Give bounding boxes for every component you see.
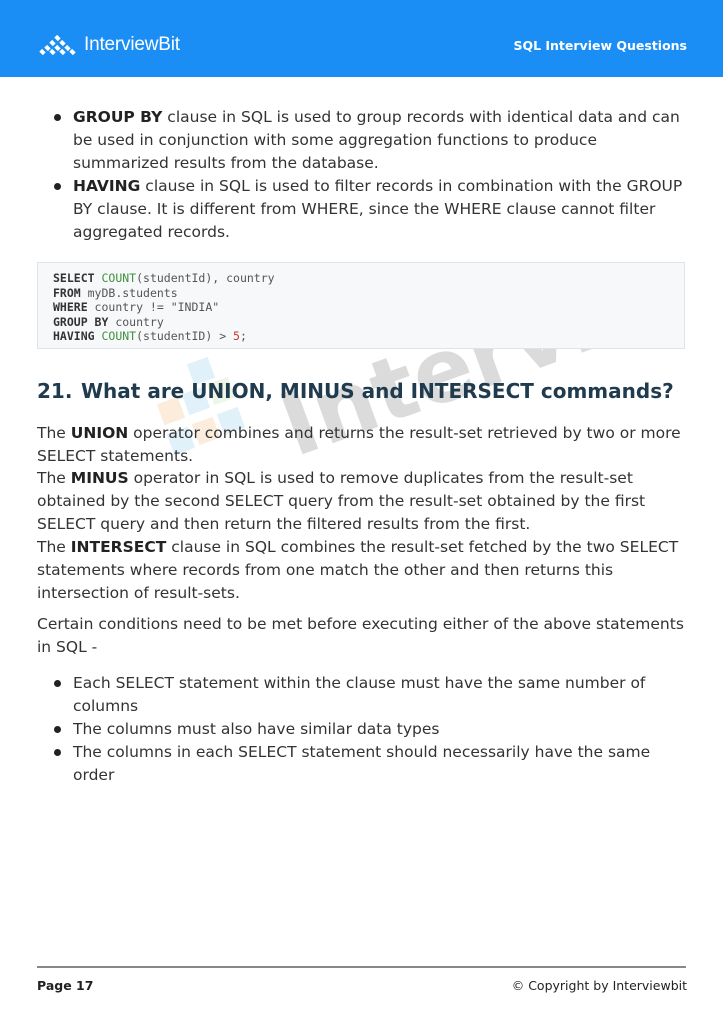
bullet-dot — [54, 114, 61, 121]
term-union: UNION — [70, 424, 129, 442]
term-group-by: GROUP BY — [73, 108, 163, 126]
list-item: The columns must also have similar data types — [37, 718, 689, 741]
section-title: What are UNION, MINUS and INTERSECT commands? — [81, 379, 674, 403]
conditions-list — [37, 672, 689, 787]
term-intersect: INTERSECT — [70, 538, 167, 556]
code-line: FROM myDB.students — [53, 285, 178, 300]
term-having: HAVING — [73, 177, 141, 195]
interviewbit-logo — [38, 33, 180, 57]
bullet-dot — [54, 726, 61, 733]
term-minus: MINUS — [70, 469, 129, 487]
list-item: The columns in each SELECT statement should necessarily have the same order — [37, 741, 689, 787]
code-line: SELECT COUNT(studentId), country — [53, 271, 275, 285]
header-title: SQL Interview Questions — [513, 38, 687, 53]
code-line: HAVING COUNT(studentID) > 5; — [53, 329, 247, 344]
copyright-notice: © Copyright by Interviewbit — [511, 978, 687, 993]
bullet-dot — [54, 749, 61, 756]
sql-code-block — [37, 262, 685, 349]
bullet-text: clause in SQL is used to group records with identical data and can be used in conjunction with some aggregation functions to produce summarized results from the database. — [73, 108, 680, 172]
union-paragraph: The UNION operator combines and returns the result-set retrieved by two or more SELECT statements. — [37, 424, 681, 465]
logo-text: InterviewBit — [84, 34, 180, 55]
bullet-dot — [54, 680, 61, 687]
page-header — [0, 0, 723, 77]
section-number: 21. — [37, 379, 73, 403]
code-line: GROUP BY country — [53, 314, 164, 329]
conditions-intro: Certain conditions need to be met before executing either of the above statements in SQL - — [37, 615, 684, 656]
bullet-text: clause in SQL is used to filter records in combination with the GROUP BY clause. It is different from WHERE, since the WHERE clause cannot filter aggregated records. — [73, 177, 683, 241]
page-number: Page 17 — [37, 978, 94, 993]
bullet-dot — [54, 183, 61, 190]
footer-divider — [37, 966, 686, 968]
code-line: WHERE country != "INDIA" — [53, 300, 220, 315]
logo-pyramid-icon — [38, 35, 78, 55]
list-item — [37, 106, 687, 175]
top-bullet-list — [37, 106, 687, 244]
list-item: Each SELECT statement within the clause must have the same number of columns — [37, 672, 689, 718]
section-heading — [37, 379, 674, 403]
list-item — [37, 175, 687, 244]
intersect-paragraph: The INTERSECT clause in SQL combines the result-set fetched by the two SELECT statements where records from one match the other and then returns this intersection of result-sets. — [37, 538, 679, 602]
minus-paragraph: The MINUS operator in SQL is used to remove duplicates from the result-set obtained by the second SELECT query from the result-set obtained by the first SELECT query and then return the filtered results from the first. — [37, 469, 646, 533]
